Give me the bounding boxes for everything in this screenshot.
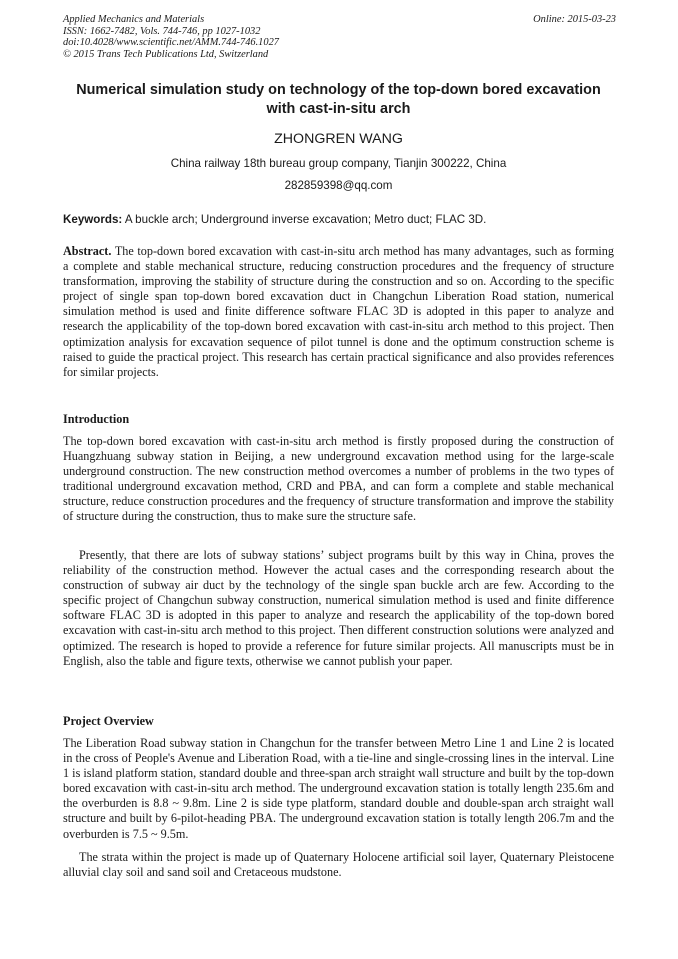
author-name: ZHONGREN WANG (274, 131, 403, 147)
introduction-paragraph: Presently, that there are lots of subway stations’ subject programs built by this way in China, proves the reliability of the construction method. However the actual cases and the corresponding research about the construction of subway air duct by the technology of the single span buckle arch are few. According to the specific project of Changchun subway construction, numerical simulation method is used and finite difference software FLAC 3D is adopted in this paper to analyze and research the applicability of the top-down bored excavation with cast-in-situ arch method to this project. Then different construction solutions were analyzed and optimized. The research is hoped to provide a reference for future similar projects. All manuscripts must be in English, also the table and figure texts, otherwise we cannot publish your paper. (63, 548, 614, 668)
journal-name: Applied Mechanics and Materials (63, 14, 205, 25)
project-overview-paragraph: The strata within the project is made up of Quaternary Holocene artificial soil layer, Quaternary Pleistocene alluvial clay soil and sand soil and Cretaceous mudstone. (63, 850, 614, 880)
project-overview-paragraph: The Liberation Road subway station in Changchun for the transfer between Metro Line 1 and Line 2 is located in the cross of People's Avenue and Liberation Road, with a tie-line and single-crossing lines in the interval. Line 1 is island platform station, standard double and three-span arch straight wall structure and built by the top-down bored excavation with cast-in-situ arch method. The underground excavation station is totally length 235.6m and the overburden is 8.8 ~ 9.8m. Line 2 is side type platform, standard double and double-span arch straight wall structure and built by 6-pilot-heading PBA. The underground excavation station is totally length 206.7m and the overburden is 7.5 ~ 9.5m. (63, 736, 614, 841)
doi-line: doi:10.4028/www.scientific.net/AMM.744-746.1027 (63, 37, 279, 49)
abstract (63, 244, 614, 380)
section-heading-introduction: Introduction (63, 412, 130, 426)
keywords-text: A buckle arch; Underground inverse excavation; Metro duct; FLAC 3D. (122, 213, 487, 226)
issn-line: ISSN: 1662-7482, Vols. 744-746, pp 1027-1032 (63, 25, 261, 37)
introduction-paragraph: The top-down bored excavation with cast-in-situ arch method is firstly proposed during the construction of Huangzhuang subway station in Beijing, a new underground excavation method using for the large-scale underground construction. The new construction method overcomes a number of problems in the two types of traditional underground excavation method, CRD and PBA, and can form a complete and stable mechanical structure, reduce construction procedures and the frequency of structure transformation and improve the stability of structure during the construction, thus to make sure the structure safe. (63, 434, 614, 524)
copyright-line: © 2015 Trans Tech Publications Ltd, Switzerland (63, 48, 269, 60)
online-date: Online: 2015-03-23 (533, 14, 616, 25)
keywords (63, 213, 614, 226)
author-email: 282859398@qq.com (284, 179, 393, 192)
paper-title: Numerical simulation study on technology of the top-down bored excavation with cast-in-situ arch (76, 82, 601, 117)
journal-header (63, 14, 616, 60)
abstract-label: Abstract. (63, 244, 112, 258)
author-affiliation: China railway 18th bureau group company, Tianjin 300222, China (170, 157, 507, 170)
keywords-label: Keywords: (63, 213, 123, 226)
abstract-text: The top-down bored excavation with cast-in-situ arch method has many advantages, such as forming a complete and stable mechanical structure, reducing construction procedures and the frequency of structure transformation, improving the stability of structure during the construction and so on. According to the specific project of single span top-down bored excavation duct in Changchun Liberation Road station, numerical simulation method is used and finite difference software FLAC 3D is adopted in this paper to analyze and research the applicability of the top-down bored excavation with cast-in-situ arch method to this project. Then optimization analysis for excavation sequence of pilot tunnel is done and the optimum construction scheme is raised to guide the practical project. This research has certain practical significance and also provides references for similar projects. (63, 244, 614, 379)
section-heading-project-overview: Project Overview (63, 714, 154, 728)
